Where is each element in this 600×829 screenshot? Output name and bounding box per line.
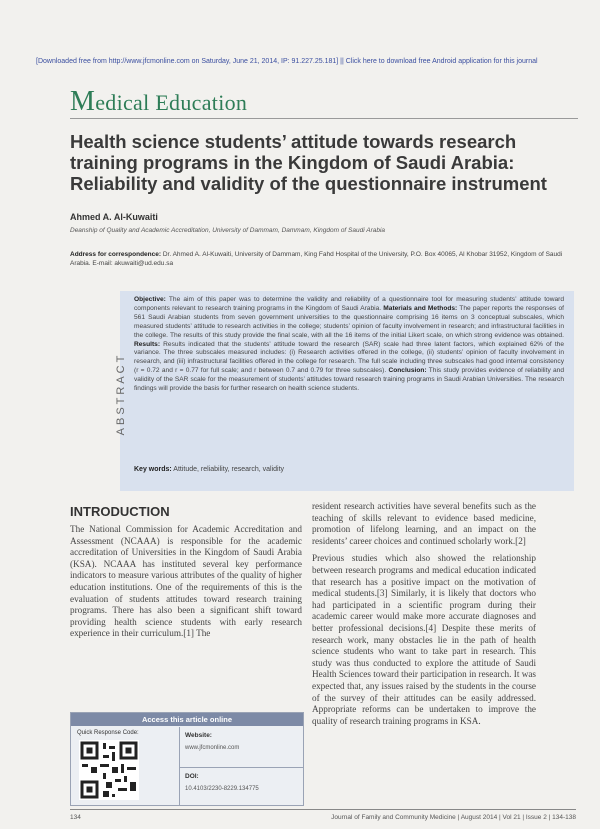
access-box-divider [179, 767, 303, 768]
access-online-box [70, 712, 304, 806]
journal-reference: Journal of Family and Community Medicine | August 2014 | Vol 21 | Issue 2 | 134-138 [331, 814, 576, 821]
correspondence-text: Dr. Ahmed A. Al-Kuwaiti, University of Dammam, King Fahd Hospital of the University, P.O. Box 40065, Al Khobar 31952, Kingdom of Saudi Arabia. E-mail: akuwaiti@ud.edu.sa [70, 251, 563, 267]
methods-text: The paper reports the responses of 561 Saudi Arabian students from seven government universities to the questionnaire comprising 16 items on 3 conceptual subscales, which measured students’ attitude to research activities in the college; students’ opinion of faculty involvement in research; and infrastructural facilities in the college. The results of this study provide the final scale, with all the 16 items of the initial Likert scale, on which strong evidence was obtained. [134, 304, 564, 339]
methods-label: Materials and Methods: [383, 304, 458, 312]
website-label: Website: [185, 732, 212, 739]
abstract-label: ABSTRACT [115, 352, 127, 436]
footer-divider [70, 809, 576, 810]
intro-right-column [312, 501, 536, 733]
page-number: 134 [70, 814, 81, 821]
correspondence [70, 250, 575, 268]
qr-label: Quick Response Code: [77, 730, 139, 736]
keywords-label: Key words: [134, 466, 172, 473]
results-text: Results indicated that the students’ attitude toward the research (SAR) scale had three latent factors, which explained 62% of the variance. The three subscales measured includes: (i) Research activities offered in the college, (ii) students’ opinion of faculty involvement in research, and (iii) infrastructural facilities offered in the college for research. The full scale including three subscales had good internal consistency (r = 0.72 and r = 0.77 for full scale; and r between 0.7 and 0.79 for three subscales). [134, 340, 564, 375]
access-box-divider [179, 727, 180, 805]
article-title: Health science students’ attitude towards research training programs in the Kingdom of Saudi Arabia: Reliability and validity of the questionnaire instrument [70, 131, 547, 194]
doi-label: DOI: [185, 773, 199, 780]
correspondence-label: Address for correspondence: [70, 251, 162, 258]
access-box-header: Access this article online [71, 713, 303, 726]
objective-text: The aim of this paper was to determine the validity and reliability of a questionnaire tool for measuring students’ attitude toward components relevant to research training programs in the Kingdom of Saudi Arabia. [134, 296, 564, 312]
intro-left-column [70, 524, 302, 646]
header-divider [70, 118, 578, 119]
intro-paragraph: The National Commission for Academic Accreditation and Assessment (NCAAA) is responsible for the academic accreditation of Universities in the Kingdom of Saudi Arabia (KSA). NCAAA has instituted several key performance indicators to measure various attributes of the quality of higher education institutions. One of the requirements of this is the evaluation of students attitudes toward research training programs. There has also been a significant shift toward providing health science students with early research experience in their curriculum.[1] The [70, 524, 302, 639]
results-label: Results: [134, 340, 161, 348]
website-link[interactable]: www.jfcmonline.com [185, 745, 240, 751]
keywords-text: Attitude, reliability, research, validity [173, 466, 285, 473]
intro-heading: INTRODUCTION [70, 504, 170, 519]
conclusion-label: Conclusion: [388, 367, 427, 375]
download-notice[interactable]: [Downloaded free from http://www.jfcmonline.com on Saturday, June 21, 2014, IP: 91.227.25.181] || Click here to download free Android application for this journal [36, 58, 538, 65]
journal-name-rest: edical Education [95, 90, 248, 115]
intro-paragraph: Previous studies which also showed the relationship between research programs and medical education indicated that research has a positive impact on the motivation of medical students.[3] Similarly, it is likely that doctors who had participated in a scientific program during their academic career would make more accurate diagnoses and better professional decisions.[4] Despite these merits of research work, many obstacles lie in the path of health science students who want to take part in research. This study was thus conducted to explore the attitude of Saudi Health Sciences toward their participation in research. It was expected that, any issues raised by the students in the course of the survey of their attitudes can be easily addressed. Appropriate reforms can be undertaken to improve the quality of research training programs in KSA. [312, 553, 536, 726]
abstract-text [134, 296, 564, 394]
author-name: Ahmed A. Al-Kuwaiti [70, 212, 158, 222]
journal-initial: M [70, 86, 96, 117]
journal-name [70, 86, 247, 118]
qr-code-icon[interactable] [79, 740, 139, 800]
page-footer [70, 814, 576, 821]
conclusion-text: This study provides evidence of reliability and validity of the SAR scale for the measurement of students’ attitudes toward research training programs in Saudi Arabian Universities. The research findings will provide the basis for further research on health science students. [134, 367, 565, 393]
author-affiliation: Deanship of Quality and Academic Accreditation, University of Dammam, Dammam, Kingdom of Saudi Arabia [70, 227, 386, 234]
keywords [134, 466, 564, 473]
intro-paragraph: resident research activities have several benefits such as the teaching of skills relevant to evidence based medicine, promotion of lifelong learning, and an impact on the residents’ career choices and continued scholarly work.[2] [312, 501, 536, 546]
objective-label: Objective: [134, 296, 166, 303]
doi-value[interactable]: 10.4103/2230-8229.134775 [185, 786, 259, 792]
